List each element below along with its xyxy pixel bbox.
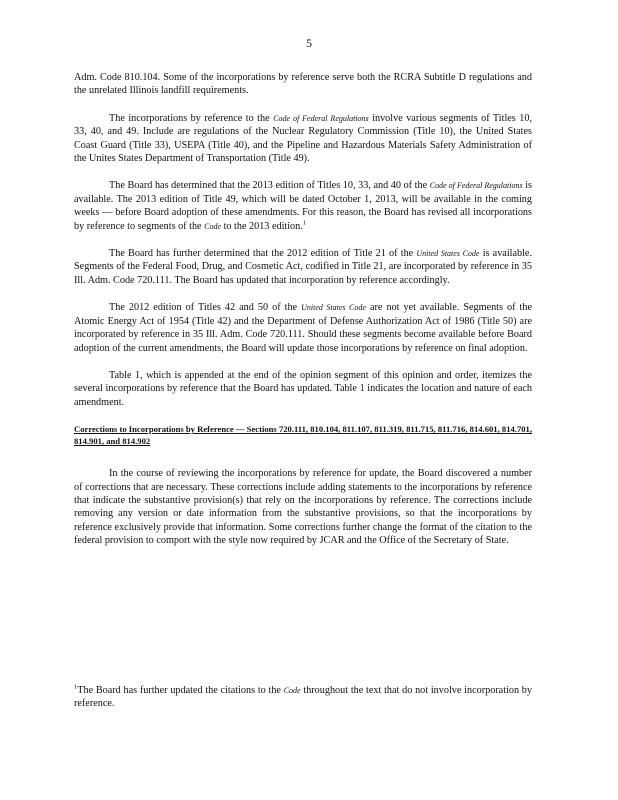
text-run: The incorporations by reference to the bbox=[109, 112, 274, 124]
paragraph-corrections: In the course of reviewing the incorporations by reference for update, the Board discovered a number of corrections that are necessary. These corrections include adding statements to the incorporations by reference that indicate the substantive provision(s) that rely on the incorporations by reference. The corrections include removing any version or date information from the substantive provisions, so that the incorporations by reference exclusively provide that information. Some corrections further change the format of the citation to the federal provision to comport with the style now required by JCAR and the Office of the Secretary of State. bbox=[74, 468, 532, 547]
paragraph-2013-edition bbox=[74, 179, 532, 233]
paragraph-titles-42-50 bbox=[74, 301, 532, 355]
text-run: are not yet available. Segments of the Atomic Energy Act of 1954 (Title 42) and the Department of Defense Authorization Act of 1986 (Title 50) are incorporated by reference in 35 Ill. Adm. Code 720.111. Should these segments become available before Board adoption of the current amendments, the Board will update those incorporations by reference on final adoption. bbox=[74, 302, 533, 354]
paragraph-title-21 bbox=[74, 247, 532, 287]
cfr-title: Code of Federal Regulations bbox=[429, 181, 523, 191]
section-heading-corrections: Corrections to Incorporations by Reference — Sections 720.111, 810.104, 811.107, 811.319, 811.715, 811.716, 814.601, 814.701, 814.901, and 814.902 bbox=[74, 424, 532, 447]
text-run: involve various segments of Titles 10, 33, 40, and 49. Include are regulations of the Nuclear Regulatory Commission (Title 10), the United States Coast Guard (Title 33), USEPA (Title 40), and the Pipeline and Hazardous Materials Safety Administration of the Unites States Department of Transportation (Title 49). bbox=[74, 112, 533, 165]
page-number: 5 bbox=[306, 36, 312, 50]
paragraph-cfr-segments bbox=[74, 112, 532, 166]
cfr-title: Code of Federal Regulations bbox=[273, 113, 369, 123]
footnote-marker: 1 bbox=[74, 683, 78, 691]
text-run: is available. The 2013 edition of Title 49, which will be dated October 1, 2013, will be available in the coming weeks — before Board adoption of these amendments. For this reason, the Board has revised all incorporations by reference to segments of the bbox=[74, 180, 532, 232]
text-run: throughout the text that do not involve incorporation by reference. bbox=[74, 685, 532, 710]
text-run: to the 2013 edition. bbox=[221, 220, 303, 232]
text-run: The 2012 edition of Titles 42 and 50 of the bbox=[109, 302, 302, 314]
text-run: The Board has further updated the citations to the bbox=[77, 685, 284, 696]
text-run: The Board has determined that the 2013 edition of Titles 10, 33, and 40 of the bbox=[109, 180, 430, 192]
footnote bbox=[74, 684, 532, 711]
paragraph-table-1: Table 1, which is appended at the end of the opinion segment of this opinion and order, itemizes the several incorporations by reference that the Board has updated. Table 1 indicates the location and nature of each amendment. bbox=[74, 369, 532, 408]
page-body bbox=[74, 71, 532, 562]
footnote-reference[interactable]: 1 bbox=[302, 219, 307, 227]
code-title: Code bbox=[283, 686, 301, 695]
paragraph-continuation: Adm. Code 810.104. Some of the incorporations by reference serve both the RCRA Subtitle D regulations and the unrelated Illinois landfill requirements. bbox=[74, 72, 532, 97]
usc-title: United States Code bbox=[301, 303, 366, 313]
text-run: is available. Segments of the Federal Food, Drug, and Cosmetic Act, codified in Title 21, are incorporated by reference in 35 Ill. Adm. Code 720.111. The Board has updated that incorporation by reference accordingly. bbox=[74, 248, 532, 286]
text-run: The Board has further determined that the 2012 edition of Title 21 of the bbox=[109, 248, 417, 260]
code-title: Code bbox=[204, 221, 222, 231]
usc-title: United States Code bbox=[416, 249, 480, 259]
